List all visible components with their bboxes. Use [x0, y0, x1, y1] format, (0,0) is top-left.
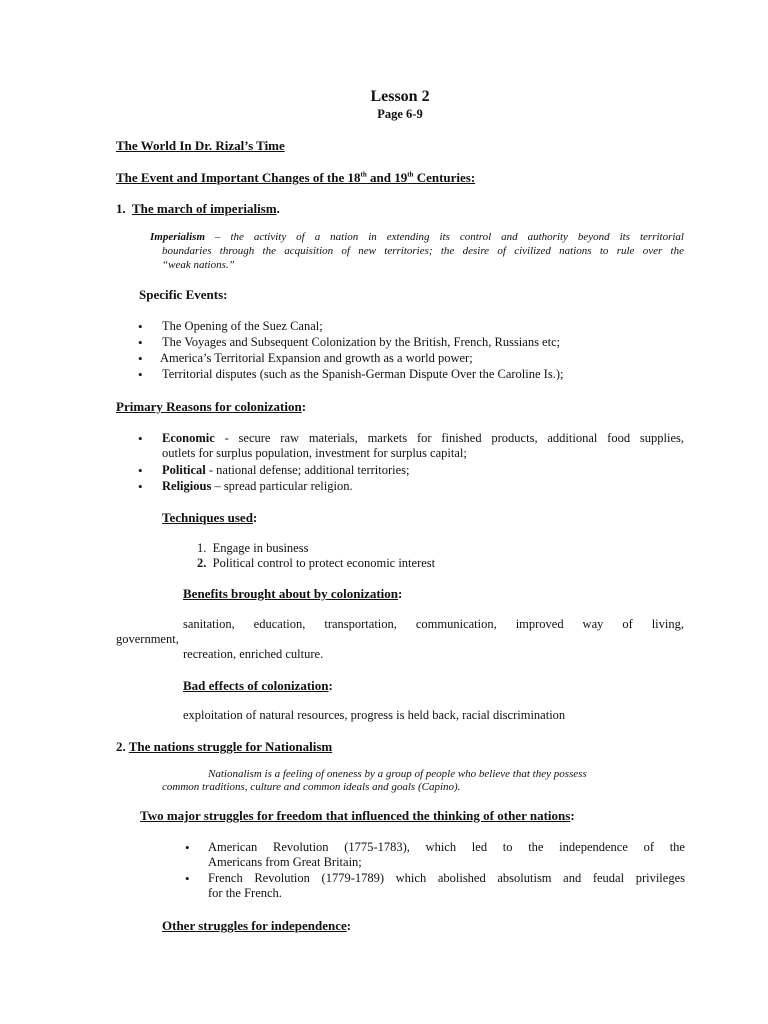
- benefits-line1: sanitation, education, transportation, communication, improved way of living,: [183, 617, 684, 631]
- bullet-icon: •: [138, 479, 143, 494]
- section-1-heading: 1. The march of imperialism.: [116, 201, 280, 216]
- list-item: Territorial disputes (such as the Spanish-German Dispute Over the Caroline Is.);: [162, 367, 564, 381]
- section-2-heading: 2. The nations struggle for Nationalism: [116, 739, 333, 754]
- page-reference: Page 6-9: [377, 107, 423, 121]
- list-item: The Opening of the Suez Canal;: [162, 319, 323, 333]
- imperialism-definition-line1: Imperialism – the activity of a nation in extending its control and authority beyond its territorial: [150, 231, 684, 243]
- bad-effects-heading: Bad effects of colonization:: [183, 678, 333, 693]
- imperialism-definition-line3: “weak nations.”: [162, 259, 235, 271]
- american-revolution-line1: American Revolution (1775-1783), which led to the independence of the: [208, 840, 685, 854]
- american-revolution-line2: Americans from Great Britain;: [208, 855, 362, 869]
- bad-effects-text: exploitation of natural resources, progress is held back, racial discrimination: [183, 708, 566, 722]
- bullet-icon: •: [138, 335, 143, 350]
- reason-economic-line2: outlets for surplus population, investment for surplus capital;: [162, 446, 467, 460]
- benefits-heading: Benefits brought about by colonization:: [183, 586, 403, 601]
- bullet-icon: •: [185, 871, 190, 886]
- imperialism-definition-line2: boundaries through the acquisition of new territories; the desire of civilized nations to rule over the: [162, 245, 684, 257]
- changes-heading: The Event and Important Changes of the 18th and 19th Centuries:: [116, 170, 476, 185]
- french-revolution-line1: French Revolution (1779-1789) which abolished absolutism and feudal privileges: [208, 871, 685, 885]
- bullet-icon: •: [138, 351, 143, 366]
- bullet-icon: •: [138, 431, 143, 446]
- bullet-icon: •: [138, 463, 143, 478]
- specific-events-heading: Specific Events:: [139, 287, 228, 302]
- list-item: The Voyages and Subsequent Colonization by the British, French, Russians etc;: [162, 335, 561, 349]
- other-struggles-heading: Other struggles for independence:: [162, 918, 352, 933]
- bullet-icon: •: [138, 367, 143, 382]
- technique-item-2: 2. Political control to protect economic interest: [197, 556, 436, 570]
- lesson-title: Lesson 2: [370, 88, 430, 105]
- reason-political: Political - national defense; additional territories;: [162, 463, 410, 477]
- list-item: America’s Territorial Expansion and growth as a world power;: [160, 351, 473, 365]
- nationalism-definition-line2: common traditions, culture and common ideals and goals (Capino).: [162, 781, 461, 793]
- benefits-line3: recreation, enriched culture.: [183, 647, 324, 661]
- techniques-heading: Techniques used:: [162, 510, 258, 525]
- french-revolution-line2: for the French.: [208, 886, 282, 900]
- nationalism-definition-line1: Nationalism is a feeling of oneness by a group of people who believe that they possess: [208, 768, 587, 780]
- primary-reasons-heading: Primary Reasons for colonization:: [116, 399, 307, 414]
- bullet-icon: •: [185, 840, 190, 855]
- bullet-icon: •: [138, 319, 143, 334]
- two-struggles-heading: Two major struggles for freedom that influenced the thinking of other nations:: [140, 808, 575, 823]
- reason-religious: Religious – spread particular religion.: [162, 479, 353, 493]
- reason-economic-line1: Economic - secure raw materials, markets for finished products, additional food supplies,: [162, 431, 684, 445]
- technique-item-1: 1. Engage in business: [197, 541, 309, 555]
- benefits-line2: government,: [116, 632, 179, 646]
- section-title: The World In Dr. Rizal’s Time: [116, 138, 285, 153]
